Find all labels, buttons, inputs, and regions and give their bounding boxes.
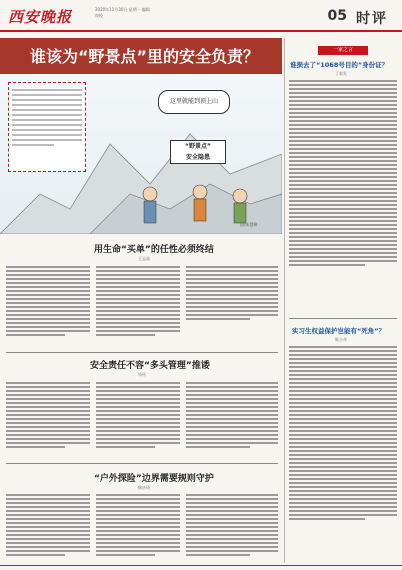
page-number: 05 <box>327 8 347 24</box>
article-1-col-3 <box>186 266 278 348</box>
article-1-title: 用生命“买单”的任性必须终结 <box>94 245 214 255</box>
right-article-1-byline: 丁家发 <box>335 71 347 76</box>
article-3-col-1 <box>6 494 90 562</box>
headline-banner <box>0 38 282 74</box>
right-article-2-byline: 陈小奇 <box>335 337 347 342</box>
masthead <box>0 0 402 32</box>
article-1-byline: 王志高 <box>138 256 150 261</box>
article-1-col-1 <box>6 266 90 348</box>
right-article-1-title: 谁损去了“1068号目的”身份证？ <box>290 61 389 69</box>
right-article-1-body <box>289 80 397 310</box>
article-2-col-2 <box>96 382 180 460</box>
sign-line-2: 安全隐患 <box>185 154 210 161</box>
footer-rule <box>0 565 402 566</box>
newspaper-logo: 西安晚报 <box>8 8 73 26</box>
right-article-2-body <box>289 346 397 560</box>
article-2-title: 安全责任不容“多头管理”推诿 <box>90 361 210 371</box>
sign-line-1: “野景点” <box>185 143 211 150</box>
article-divider <box>6 463 278 464</box>
editorial-note-box <box>8 82 86 172</box>
speech-bubble: 这里就能到顶上山 <box>158 90 230 114</box>
article-2-byline: 毕传 <box>138 372 146 377</box>
right-divider <box>289 318 397 319</box>
article-2-col-3 <box>186 382 278 460</box>
section-name: 时评 <box>356 11 388 27</box>
article-3-title: “户外探险”边界需要规则守护 <box>94 474 214 484</box>
right-article-2-title: 实习生权益保护岂能有“死角”？ <box>292 327 386 335</box>
column-divider <box>284 38 285 563</box>
article-2-col-1 <box>6 382 90 460</box>
article-1-col-2 <box>96 266 180 348</box>
headline-title: 谁该为“野景点”里的安全负责？ <box>30 47 260 66</box>
column-tag: 一家之言 <box>318 46 368 55</box>
article-divider <box>6 352 278 353</box>
warning-sign <box>170 140 226 164</box>
issue-date: 2020年11月30日 星期一 编辑 审校 <box>95 7 150 18</box>
illustration-credit: 图/朱慧卿 <box>240 222 258 227</box>
article-3-col-2 <box>96 494 180 562</box>
article-3-col-3 <box>186 494 278 562</box>
article-3-byline: 韩庆琦 <box>138 485 150 490</box>
